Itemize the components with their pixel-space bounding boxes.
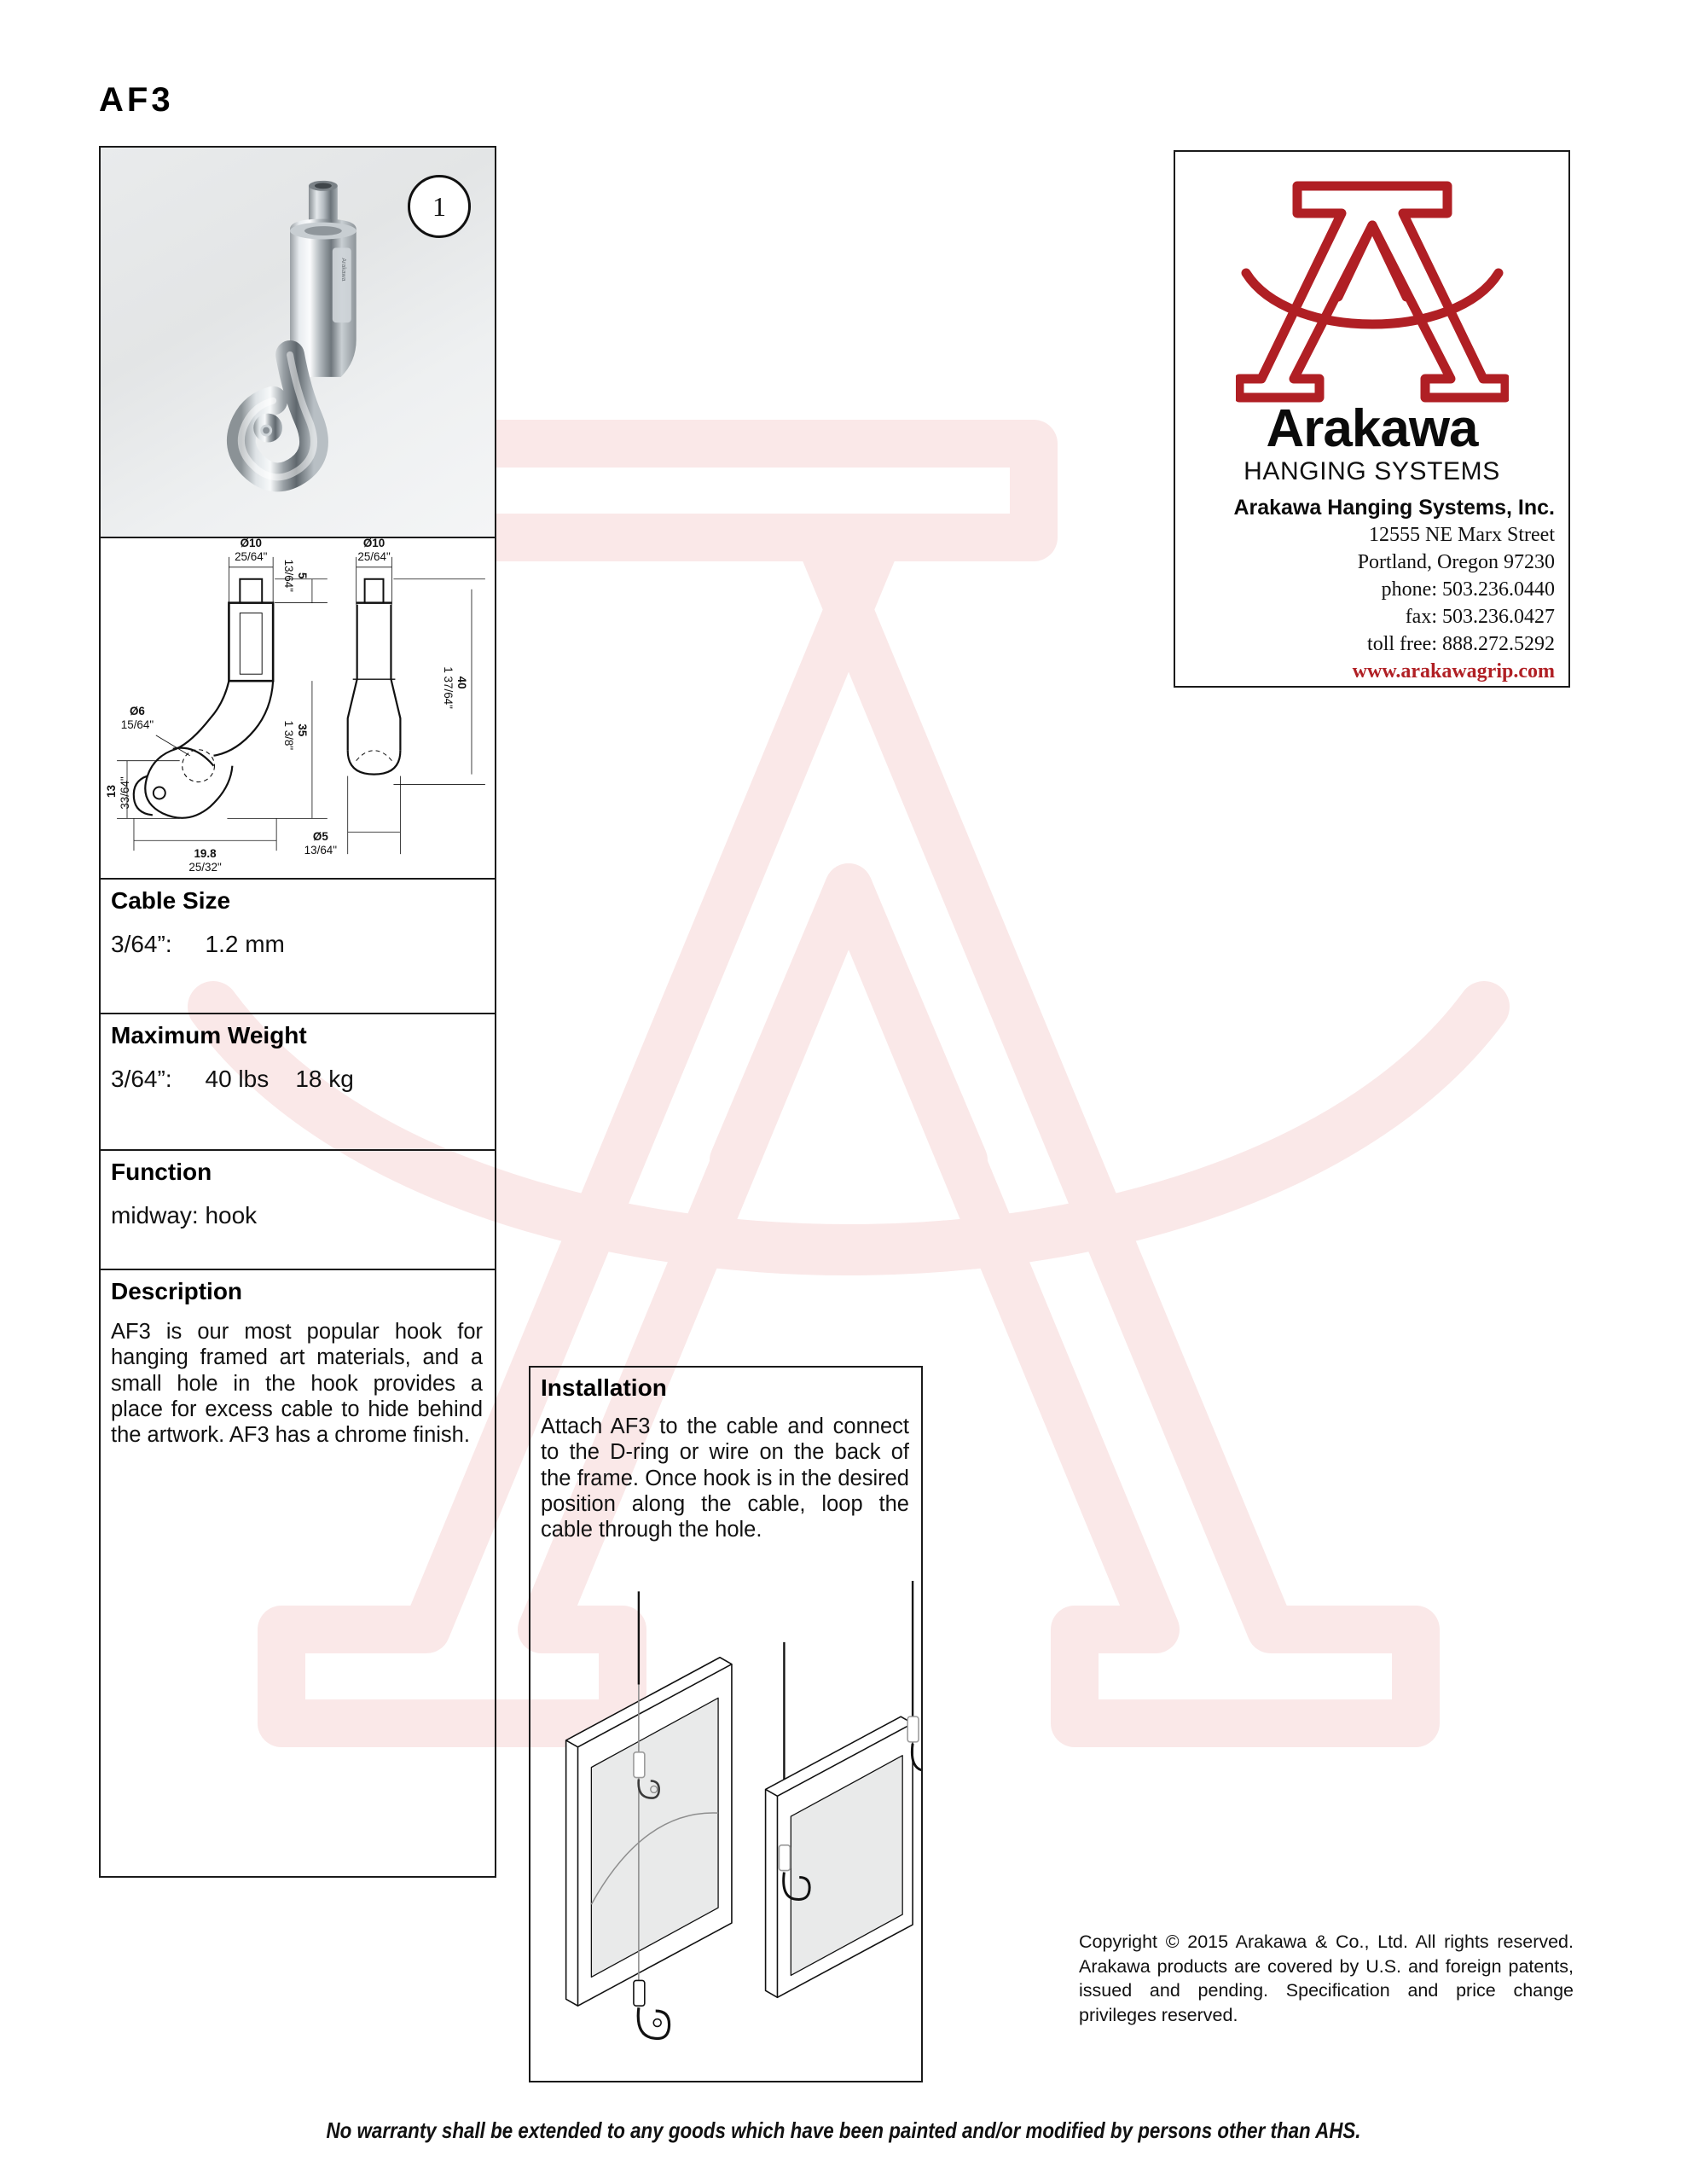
spec-row-description bbox=[101, 1270, 495, 1878]
dim-hook-width-mm: 19.8 bbox=[194, 847, 217, 861]
dim-tip-dia-mm: Ø5 bbox=[312, 830, 328, 844]
dim-top-dia-left-mm: Ø10 bbox=[240, 538, 262, 549]
toll-free-number: toll free: 888.272.5292 bbox=[1367, 633, 1555, 656]
dim-overall-len-in: 1 37/64" bbox=[442, 666, 455, 709]
spec-row-function bbox=[101, 1151, 495, 1270]
phone-number: phone: 503.236.0440 bbox=[1381, 578, 1555, 601]
spec-row-maximum-weight bbox=[101, 1014, 495, 1151]
dim-hook-height-mm: 13 bbox=[105, 785, 119, 798]
dim-hole-dia-in: 15/64" bbox=[120, 717, 154, 731]
installation-body: Attach AF3 to the cable and connect to the D-ring or wire on the back of the frame. Once hook is in the desired position along the cable, loop the cable through the hole. bbox=[541, 1414, 909, 1542]
installation-illustration bbox=[530, 1581, 921, 2076]
website-link[interactable]: www.arakawagrip.com bbox=[1352, 660, 1555, 683]
description-heading: Description bbox=[111, 1278, 243, 1304]
dim-hook-width-in: 25/32" bbox=[188, 861, 222, 874]
dim-overall-len-mm: 40 bbox=[455, 676, 469, 689]
copyright-notice: Copyright © 2015 Arakawa & Co., Ltd. All rights reserved. Arakawa products are covered by U.S. and foreign patents, issued and pending. Specification and price change privileges reserved. bbox=[1079, 1931, 1574, 2025]
dim-stud-len-in: 13/64" bbox=[282, 559, 296, 592]
cable-size-value: 3/64”: 1.2 mm bbox=[111, 931, 285, 958]
function-value: midway: hook bbox=[111, 1202, 258, 1229]
fax-number: fax: 503.236.0427 bbox=[1405, 605, 1555, 628]
dim-body-len-in: 1 3/8" bbox=[282, 720, 296, 751]
brand-subtitle: HANGING SYSTEMS bbox=[1244, 457, 1500, 485]
dim-top-dia-left-in: 25/64" bbox=[235, 549, 268, 563]
maximum-weight-value: 3/64”: 40 lbs 18 kg bbox=[111, 1066, 354, 1093]
function-heading: Function bbox=[111, 1159, 212, 1185]
installation-heading: Installation bbox=[541, 1374, 667, 1401]
arakawa-logo-icon bbox=[1175, 152, 1568, 408]
technical-drawing bbox=[101, 538, 495, 880]
spec-table bbox=[99, 146, 496, 1878]
dim-hook-height-in: 33/64" bbox=[118, 776, 131, 810]
dim-top-dia-right-mm: Ø10 bbox=[362, 538, 386, 549]
installation-panel bbox=[529, 1366, 923, 2082]
maximum-weight-heading: Maximum Weight bbox=[111, 1022, 307, 1048]
cable-size-heading: Cable Size bbox=[111, 887, 231, 914]
description-body: AF3 is our most popular hook for hanging framed art materials, and a small hole in the hook provides a place for excess cable to hide behind the artwork. AF3 has a chrome finish. bbox=[111, 1320, 483, 1448]
page-title: AF3 bbox=[99, 81, 174, 119]
dim-hole-dia-mm: Ø6 bbox=[129, 704, 145, 717]
address-city: Portland, Oregon 97230 bbox=[1357, 550, 1555, 573]
dim-stud-len-mm: 5 bbox=[295, 572, 309, 579]
address-street: 12555 NE Marx Street bbox=[1369, 523, 1555, 546]
product-photo bbox=[101, 148, 495, 538]
spec-row-cable-size bbox=[101, 880, 495, 1014]
company-address bbox=[1175, 521, 1568, 686]
warranty-disclaimer: No warranty shall be extended to any goods which have been painted and/or modified by persons other than AHS. bbox=[326, 2117, 1361, 2143]
photo-number-badge: 1 bbox=[408, 175, 471, 238]
company-logo-panel bbox=[1174, 150, 1570, 688]
company-name: Arakawa Hanging Systems, Inc. bbox=[1233, 496, 1555, 520]
dim-top-dia-right-in: 25/64" bbox=[357, 549, 391, 563]
brand-name: Arakawa bbox=[1266, 399, 1478, 458]
svg-text:Arakawa: Arakawa bbox=[339, 258, 346, 282]
dim-tip-dia-in: 13/64" bbox=[304, 844, 338, 857]
dim-body-len-mm: 35 bbox=[295, 723, 309, 737]
